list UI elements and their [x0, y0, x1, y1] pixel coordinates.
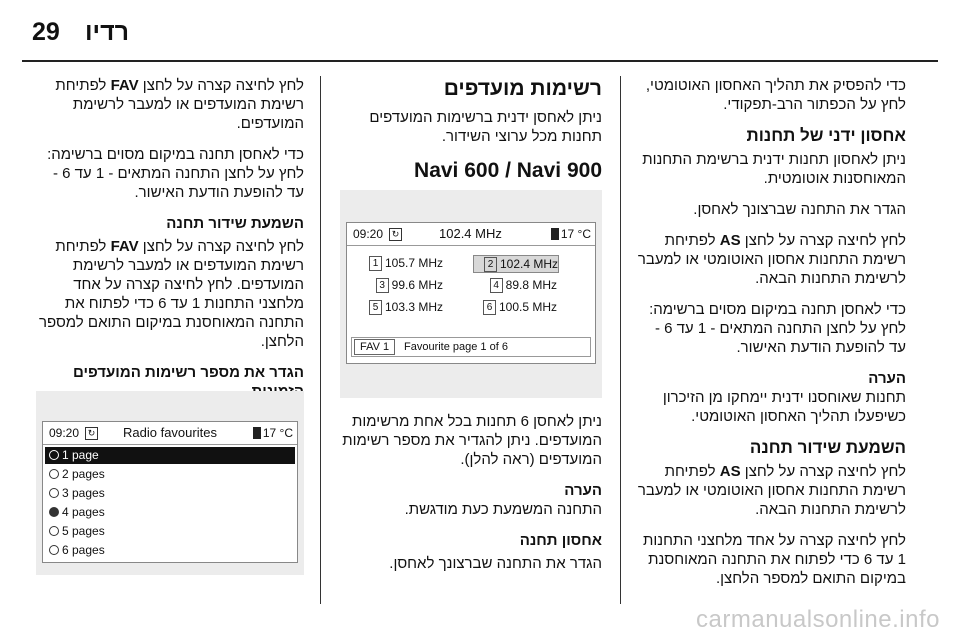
status-bar [347, 223, 595, 246]
option-label: 4 pages [62, 505, 105, 519]
paragraph: ניתן לאחסן 6 תחנות בכל אחת מרשימות המועדפים. ניתן להגדיר את מספר רשימות המועדפים (ראה להלן). [342, 413, 602, 468]
preset-button-1[interactable] [351, 255, 443, 271]
preset-frequency: 89.8 MHz [505, 278, 557, 292]
as-button-label: AS [719, 232, 741, 249]
option-label: 3 pages [62, 486, 105, 500]
option-label: 1 page [62, 448, 99, 462]
radio-display [346, 222, 596, 364]
as-button-label: AS [719, 463, 741, 480]
preset-frequency: 100.5 MHz [498, 300, 557, 314]
temperature: 17 °C [262, 426, 293, 440]
option-label: 5 pages [62, 524, 105, 538]
section-heading-favourites: רשימות מועדפים [443, 77, 602, 100]
favourites-screenshot [36, 391, 304, 575]
paragraph: כדי לאחסן תחנה במיקום מסוים ברשימה: לחץ על לחצן התחנה המתאים - 1 עד 6 - עד להופעת הודעת האישור. [47, 146, 304, 201]
note-body: התחנה המשמעת כעת מודגשת. [404, 501, 602, 518]
column-divider-left [320, 76, 321, 604]
preset-number: 1 [369, 256, 382, 271]
fuel-icon [551, 228, 559, 240]
fuel-icon [253, 427, 261, 439]
page-count-option[interactable] [45, 504, 295, 521]
page-count-option[interactable] [45, 485, 295, 502]
fav-page-label: Favourite page 1 of 6 [404, 341, 508, 353]
left-column [36, 76, 304, 405]
preset-button-4[interactable] [473, 277, 557, 293]
clock: 09:20 [353, 227, 384, 241]
preset-number: 5 [369, 300, 382, 315]
section-heading-recall: השמעת שידור תחנה [166, 215, 304, 232]
preset-button-3[interactable] [351, 277, 443, 293]
section-heading-manual-store: אחסון ידני של תחנות [746, 126, 906, 145]
column-divider-right [620, 76, 621, 604]
page-title: רדיו [85, 18, 130, 46]
section-heading-recall: השמעת שידור תחנה [749, 438, 906, 457]
paragraph: לחץ לחיצה קצרה על לחצן AS לפתיחת רשימת התחנות אחסון האוטומטי או למעבר לרשימת התחנות הבאה. [637, 232, 906, 287]
screen-title: Radio favourites [123, 425, 217, 440]
preset-button-5[interactable] [351, 299, 443, 315]
preset-number: 3 [376, 278, 389, 293]
radio-icon [49, 526, 59, 536]
section-heading-fav-count: הגדר את מספר רשימות המועדפים [72, 364, 304, 381]
radio-icon [49, 488, 59, 498]
paragraph: לחץ לחיצה קצרה על אחד מלחצני התחנות 1 עד 6 כדי לפתוח את התחנה המאוחסנת במיקום התואם למספר הלחצן. [643, 532, 906, 587]
radio-icon [49, 450, 59, 460]
paragraph: הגדר את התחנה שברצונך לאחסן. [693, 201, 906, 218]
navi-screenshot [340, 190, 602, 398]
watermark: carmanualsonline.info [696, 606, 940, 633]
page-count-option[interactable] [45, 447, 295, 464]
fav-page-bar [351, 337, 591, 357]
radio-icon [49, 545, 59, 555]
option-label: 6 pages [62, 543, 105, 557]
paragraph: ניתן לאחסון תחנות ידנית ברשימת התחנות המאוחסנות אוטומטית. [642, 151, 906, 187]
middle-column [338, 76, 602, 585]
paragraph: לחץ לחיצה קצרה על לחצן AS לפתיחת רשימת התחנות אחסון האוטומטי או למעבר לרשימת התחנות הבאה. [637, 463, 906, 518]
current-frequency: 102.4 MHz [439, 226, 502, 241]
fav-button-label: FAV [110, 77, 139, 94]
header-rule [22, 60, 938, 62]
preset-frequency: 99.6 MHz [391, 278, 443, 292]
clock: 09:20 [49, 426, 80, 440]
page-count-option[interactable] [45, 466, 295, 483]
radio-checked-icon [49, 507, 59, 517]
preset-button-2[interactable] [473, 255, 559, 273]
status-bar [43, 422, 297, 445]
favourites-display [42, 421, 298, 563]
page-count-option[interactable] [45, 523, 295, 540]
temperature: 17 °C [560, 227, 591, 241]
note-body: תחנות שאוחסנו ידנית יימחקו מן הזיכרון כשיפעלו תהליך האחסון האוטומטי. [662, 389, 906, 425]
preset-frequency: 103.3 MHz [384, 300, 443, 314]
refresh-icon: ↻ [389, 228, 402, 241]
section-heading-store-station: אחסון תחנה [519, 532, 602, 549]
preset-number: 6 [483, 300, 496, 315]
paragraph: כדי להפסיק את תהליך האחסון האוטומטי, לחץ על הכפתור הרב-תפקודי. [645, 77, 906, 113]
paragraph: כדי לאחסן תחנה במיקום מסוים ברשימה: לחץ על לחצן התחנה המתאים - 1 עד 6 - עד להופעת הודעת האישור. [649, 301, 906, 356]
refresh-icon: ↻ [85, 427, 98, 440]
radio-icon [49, 469, 59, 479]
right-column [634, 76, 906, 600]
paragraph: לחץ לחיצה קצרה על לחצן FAV לפתיחת רשימת המועדפים או למעבר לרשימת המועדפים. לחץ לחיצה קצרה על אחד מלחצני התחנות 1 עד 6 כדי לפתוח את התחנה המאוחסנת במיקום התואם למספר הלחצן. [38, 238, 304, 350]
fav-button[interactable]: FAV 1 [354, 339, 395, 355]
preset-number: 2 [484, 257, 497, 272]
fav-button-label: FAV [110, 238, 139, 255]
paragraph: הגדר את התחנה שברצונך לאחסן. [389, 555, 602, 572]
preset-frequency: 105.7 MHz [384, 256, 443, 270]
option-label: 2 pages [62, 467, 105, 481]
preset-button-6[interactable] [473, 299, 557, 315]
page-count-list [45, 447, 295, 561]
section-heading-model: Navi 600 / Navi 900 [414, 159, 602, 182]
page-number: 29 [32, 18, 60, 46]
paragraph: לחץ לחיצה קצרה על לחצן FAV לפתיחת רשימת המועדפים או למעבר לרשימת המועדפים. [55, 77, 304, 132]
page-count-option[interactable] [45, 542, 295, 559]
note-title: הערה [868, 370, 906, 387]
preset-number: 4 [490, 278, 503, 293]
preset-frequency: 102.4 MHz [499, 257, 558, 271]
note-title: הערה [564, 482, 602, 499]
paragraph: ניתן לאחסן ידנית ברשימות המועדפים תחנות מכל ערוצי השידור. [369, 109, 602, 145]
